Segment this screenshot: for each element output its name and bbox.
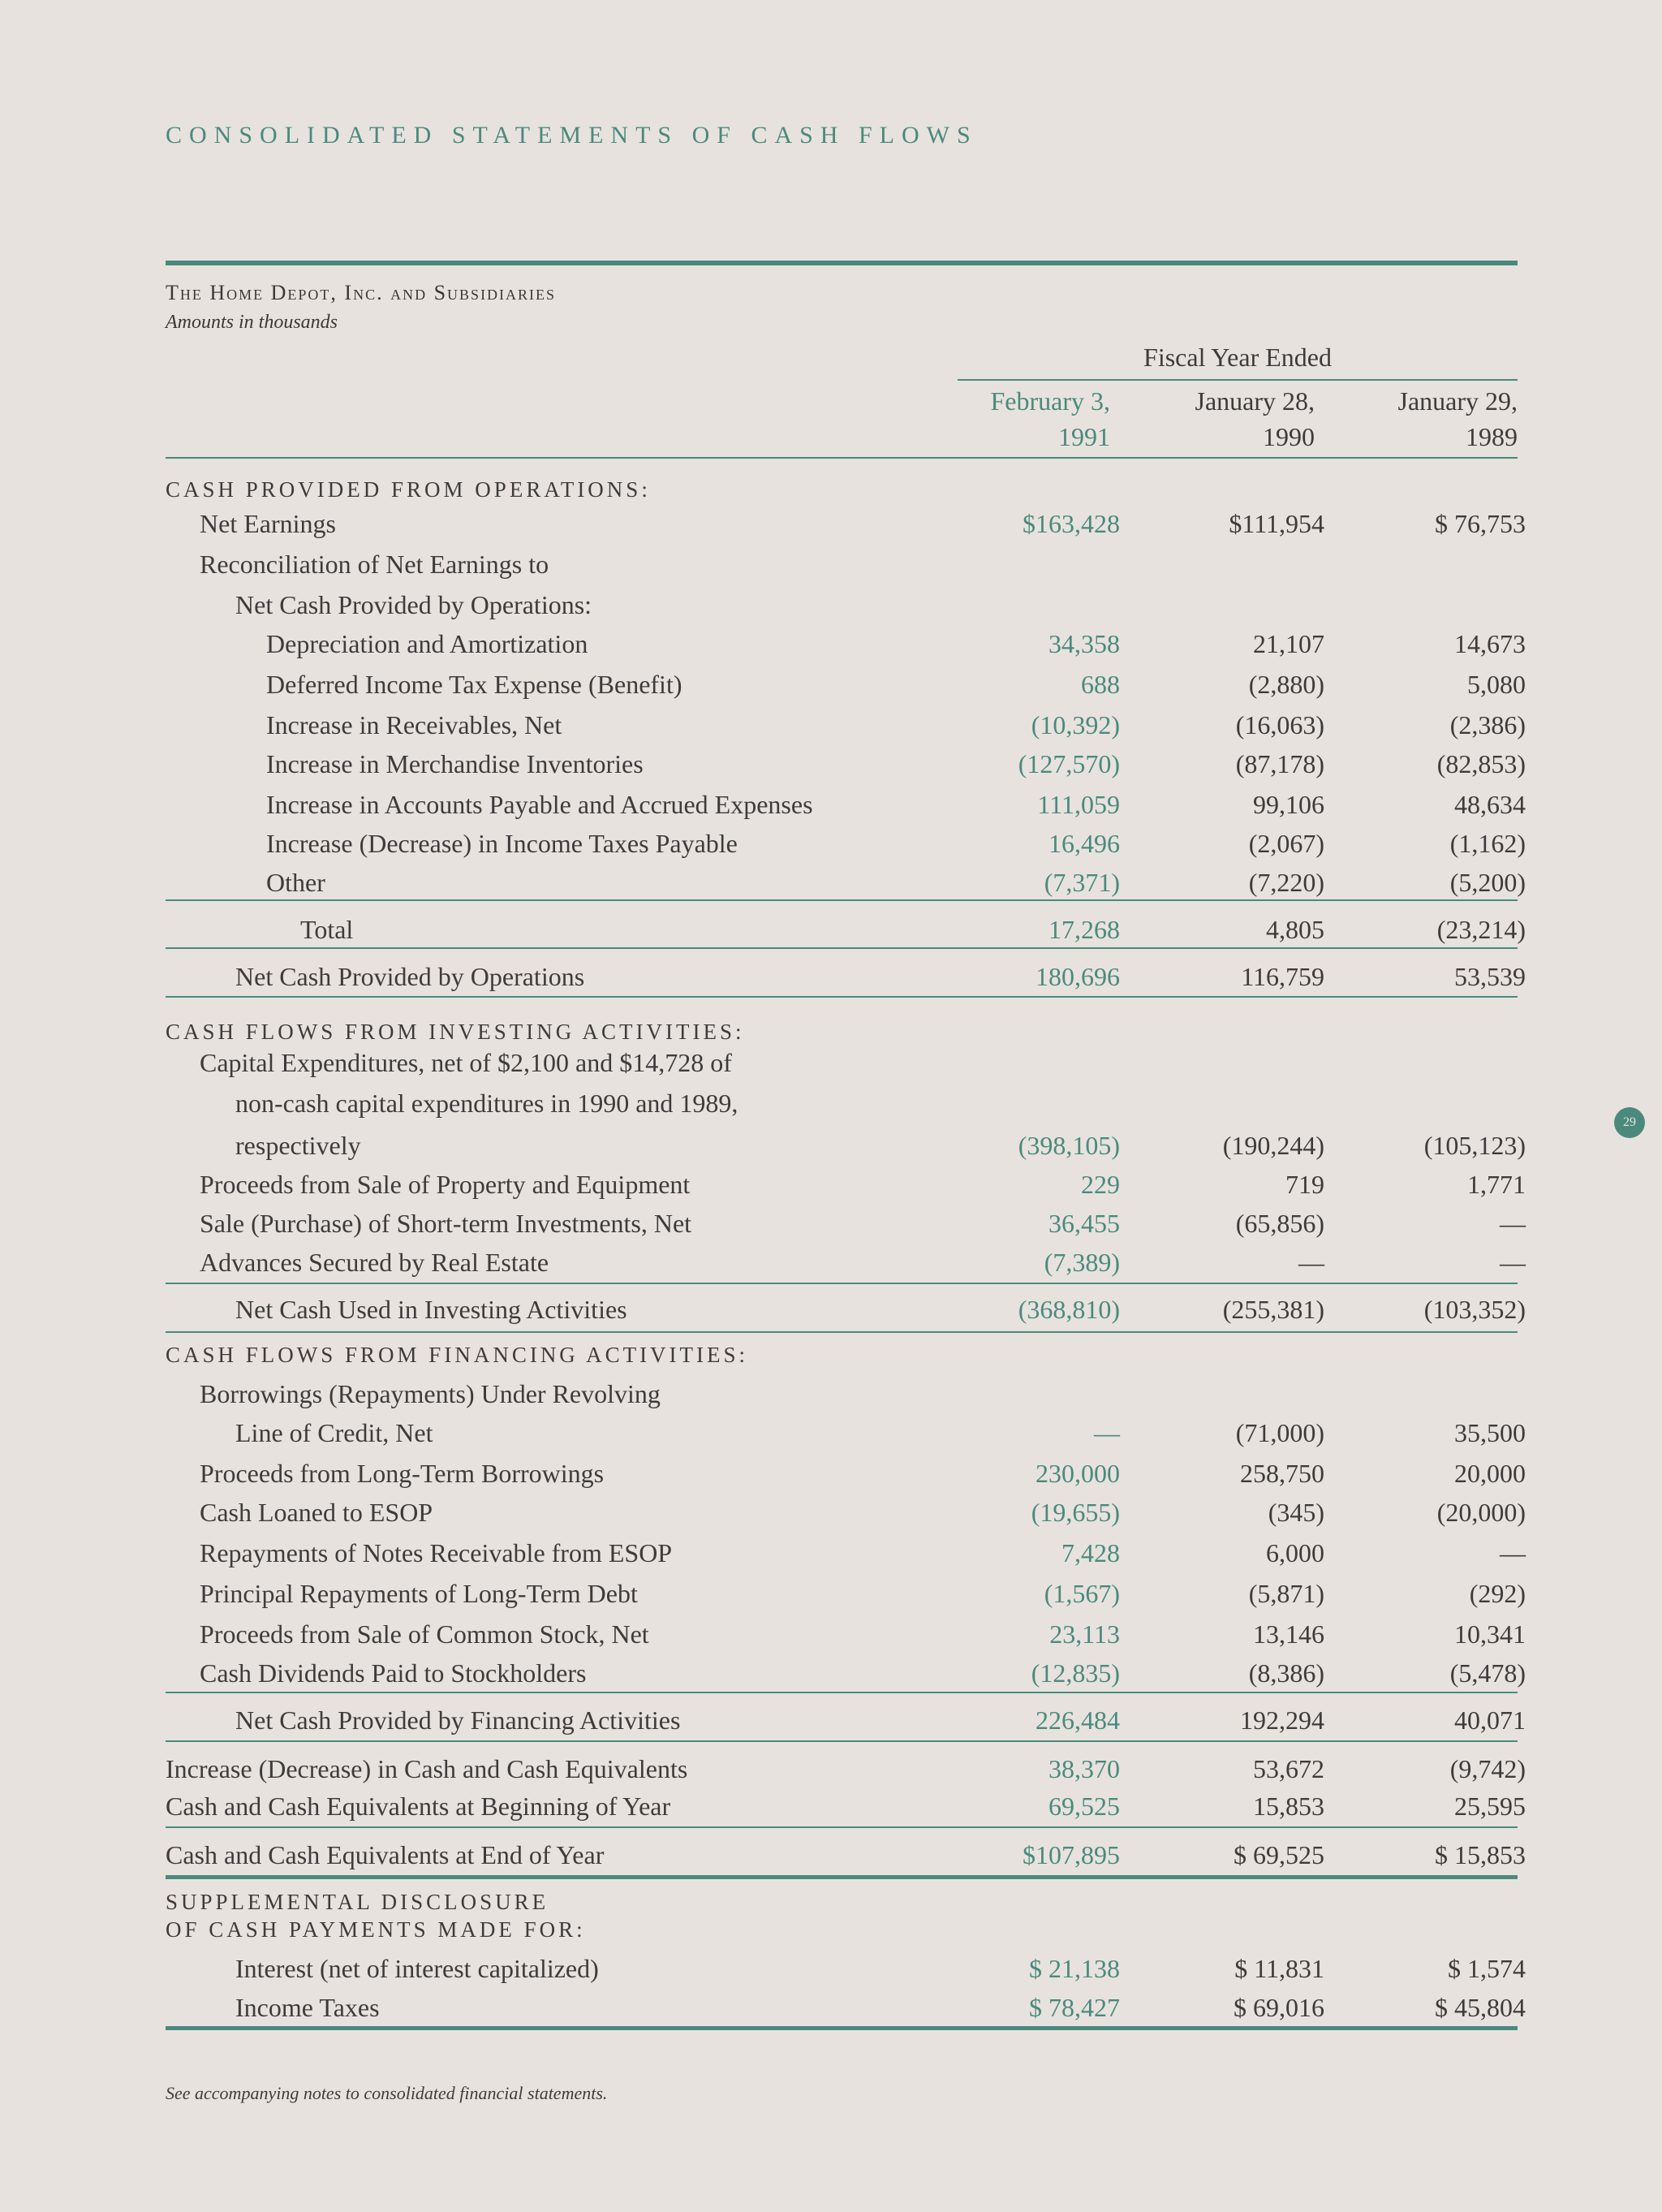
cell-value: $ 21,138	[1029, 1954, 1120, 1983]
row-label: Increase (Decrease) in Income Taxes Payable	[266, 829, 738, 858]
cell-value: 719	[1285, 1170, 1324, 1199]
row-label: CASH FLOWS FROM FINANCING ACTIVITIES:	[166, 1343, 749, 1367]
cell-value: (190,244)	[1222, 1131, 1324, 1160]
row-label: Line of Credit, Net	[235, 1418, 433, 1447]
section-heading	[0, 471, 1662, 508]
row-label: Net Cash Provided by Operations	[235, 962, 585, 991]
cell-value: (2,386)	[1449, 710, 1526, 739]
cell-value: (398,105)	[1018, 1131, 1120, 1160]
cell-value: (2,067)	[1248, 829, 1324, 858]
row-label: respectively	[235, 1131, 361, 1160]
table-row	[0, 706, 1662, 744]
table-row	[0, 825, 1662, 862]
page-title: CONSOLIDATED STATEMENTS OF CASH FLOWS	[166, 122, 978, 149]
table-rule	[166, 996, 1518, 998]
cell-value: $107,895	[1023, 1840, 1120, 1869]
cell-value: (19,655)	[1031, 1498, 1120, 1527]
section-heading	[0, 1911, 1662, 1948]
row-label: Cash Loaned to ESOP	[200, 1498, 433, 1527]
cell-value: 4,805	[1266, 915, 1324, 944]
cell-value: 258,750	[1240, 1459, 1324, 1488]
cell-value: —	[1500, 1248, 1526, 1277]
cell-value: 48,634	[1454, 790, 1526, 819]
row-label: Increase in Accounts Payable and Accrued Expenses	[266, 790, 813, 819]
cell-value: 99,106	[1253, 790, 1324, 819]
table-rule	[166, 2026, 1518, 2030]
cell-value: (7,371)	[1044, 868, 1120, 897]
cell-value: (5,200)	[1449, 868, 1526, 897]
table-row	[0, 1654, 1662, 1692]
row-label: Cash and Cash Equivalents at End of Year	[166, 1840, 605, 1869]
cell-value: 20,000	[1454, 1459, 1526, 1488]
table-row	[0, 1244, 1662, 1281]
table-row	[0, 1127, 1662, 1164]
cell-value: 192,294	[1240, 1705, 1324, 1735]
fiscal-year-rule	[958, 379, 1518, 381]
table-rule	[166, 1692, 1518, 1693]
cell-value: 15,853	[1253, 1792, 1324, 1821]
row-label: Cash and Cash Equivalents at Beginning of Year	[166, 1792, 671, 1821]
cell-value: $ 69,525	[1234, 1840, 1324, 1869]
cell-value: (5,478)	[1449, 1658, 1526, 1688]
cell-value: (12,835)	[1031, 1658, 1120, 1688]
cell-value: (1,162)	[1449, 829, 1526, 858]
table-row	[0, 1615, 1662, 1653]
cell-value: 35,500	[1454, 1418, 1526, 1447]
row-label: Net Cash Provided by Financing Activities	[235, 1705, 681, 1735]
row-label: Income Taxes	[235, 1993, 380, 2022]
row-label: Repayments of Notes Receivable from ESOP	[200, 1538, 673, 1567]
row-label: Reconciliation of Net Earnings to	[200, 550, 549, 579]
row-label: Cash Dividends Paid to Stockholders	[200, 1658, 587, 1688]
table-row	[0, 1044, 1662, 1081]
cell-value: 21,107	[1253, 629, 1324, 658]
row-label: Proceeds from Long-Term Borrowings	[200, 1459, 605, 1488]
table-row	[0, 666, 1662, 703]
table-rule	[166, 947, 1518, 949]
table-row	[0, 958, 1662, 995]
row-label: Other	[266, 868, 325, 897]
row-label: Deferred Income Tax Expense (Benefit)	[266, 670, 682, 699]
table-row	[0, 1166, 1662, 1203]
table-rule	[166, 1283, 1518, 1284]
column-header-1990: January 28, 1990	[1195, 386, 1315, 451]
table-row	[0, 625, 1662, 662]
column-header-1989: January 29, 1989	[1397, 386, 1518, 451]
cell-value: —	[1298, 1248, 1324, 1277]
cell-value: (82,853)	[1436, 749, 1526, 778]
row-label: Net Cash Provided by Operations:	[235, 590, 592, 619]
cell-value: —	[1500, 1538, 1526, 1567]
row-label: Net Earnings	[200, 509, 336, 538]
table-row	[0, 505, 1662, 542]
cell-value: (9,742)	[1449, 1754, 1526, 1783]
cell-value: (65,856)	[1235, 1209, 1324, 1238]
table-rule	[166, 1875, 1518, 1879]
table-row	[0, 1836, 1662, 1874]
row-label: OF CASH PAYMENTS MADE FOR:	[166, 1917, 586, 1942]
cell-value: (255,381)	[1222, 1295, 1324, 1324]
row-label: Principal Repayments of Long-Term Debt	[200, 1579, 638, 1608]
cell-value: (5,871)	[1248, 1579, 1324, 1608]
fiscal-year-label: Fiscal Year Ended	[1143, 343, 1332, 372]
row-label: CASH FLOWS FROM INVESTING ACTIVITIES:	[166, 1020, 745, 1044]
cell-value: 180,696	[1036, 962, 1120, 991]
cell-value: (105,123)	[1423, 1131, 1526, 1160]
table-row	[0, 1291, 1662, 1328]
cell-value: (7,389)	[1044, 1248, 1120, 1277]
cell-value: $ 76,753	[1435, 509, 1526, 538]
cell-value: $111,954	[1229, 509, 1324, 538]
cell-value: 38,370	[1048, 1754, 1120, 1783]
row-label: Increase in Merchandise Inventories	[266, 749, 644, 778]
cell-value: (20,000)	[1436, 1498, 1526, 1527]
table-rule	[166, 899, 1518, 901]
table-row	[0, 1455, 1662, 1492]
table-row	[0, 1414, 1662, 1451]
row-label: Capital Expenditures, net of $2,100 and $14,728 of	[200, 1048, 732, 1077]
cell-value: 25,595	[1454, 1792, 1526, 1821]
cell-value: 229	[1081, 1170, 1120, 1199]
units-note: Amounts in thousands	[166, 312, 338, 333]
cell-value: 14,673	[1454, 629, 1526, 658]
table-row	[0, 1534, 1662, 1572]
row-label: Total	[300, 915, 354, 944]
table-row	[0, 1750, 1662, 1787]
cell-value: 111,059	[1037, 790, 1120, 819]
table-row	[0, 1375, 1662, 1412]
table-row	[0, 1084, 1662, 1122]
cell-value: $ 1,574	[1448, 1954, 1526, 1983]
cell-value: 17,268	[1048, 915, 1120, 944]
header-rule	[166, 457, 1518, 459]
row-label: Increase (Decrease) in Cash and Cash Equivalents	[166, 1754, 688, 1783]
company-name: The Home Depot, Inc. and Subsidiaries	[166, 281, 557, 304]
cell-value: $ 15,853	[1435, 1840, 1526, 1869]
cell-value: 69,525	[1048, 1792, 1120, 1821]
cell-value: —	[1500, 1209, 1526, 1238]
cell-value: (16,063)	[1235, 710, 1324, 739]
row-label: Borrowings (Repayments) Under Revolving	[200, 1379, 661, 1408]
table-row	[0, 864, 1662, 901]
cell-value: (103,352)	[1423, 1295, 1526, 1324]
table-row	[0, 1787, 1662, 1825]
cell-value: 34,358	[1048, 629, 1120, 658]
table-row	[0, 545, 1662, 583]
cell-value: —	[1094, 1418, 1120, 1447]
cell-value: (292)	[1469, 1579, 1526, 1608]
cell-value: $ 78,427	[1029, 1993, 1120, 2022]
cell-value: (1,567)	[1044, 1579, 1120, 1608]
cell-value: 5,080	[1467, 670, 1526, 699]
cell-value: (10,392)	[1031, 710, 1120, 739]
cell-value: 40,071	[1454, 1705, 1526, 1735]
cell-value: (127,570)	[1018, 749, 1120, 778]
cell-value: 226,484	[1036, 1705, 1120, 1735]
cell-value: (23,214)	[1436, 915, 1526, 944]
table-row	[0, 1494, 1662, 1531]
row-label: Advances Secured by Real Estate	[200, 1248, 549, 1277]
cell-value: (87,178)	[1235, 749, 1324, 778]
table-rule	[166, 1331, 1518, 1333]
cell-value: 230,000	[1036, 1459, 1120, 1488]
row-label: Sale (Purchase) of Short-term Investments, Net	[200, 1209, 692, 1238]
table-row	[0, 745, 1662, 783]
row-label: Increase in Receivables, Net	[266, 710, 562, 739]
table-rule	[166, 1740, 1518, 1742]
cell-value: $163,428	[1023, 509, 1120, 538]
row-label: Proceeds from Sale of Common Stock, Net	[200, 1619, 649, 1649]
table-row	[0, 1575, 1662, 1612]
table-row	[0, 1701, 1662, 1739]
column-header-1991: February 3, 1991	[990, 386, 1110, 451]
cell-value: (345)	[1268, 1498, 1324, 1527]
row-label: non-cash capital expenditures in 1990 and 1989,	[235, 1089, 738, 1118]
cell-value: 116,759	[1241, 962, 1324, 991]
row-label: Net Cash Used in Investing Activities	[235, 1295, 627, 1324]
cell-value: 36,455	[1048, 1209, 1120, 1238]
table-row	[0, 1205, 1662, 1242]
cell-value: (8,386)	[1248, 1658, 1324, 1688]
cell-value: (7,220)	[1248, 868, 1324, 897]
cell-value: 7,428	[1061, 1538, 1120, 1567]
cell-value: 13,146	[1253, 1619, 1324, 1649]
row-label: Depreciation and Amortization	[266, 629, 588, 658]
cell-value: 53,672	[1253, 1754, 1324, 1783]
cell-value: 6,000	[1266, 1538, 1324, 1567]
cell-value: 23,113	[1049, 1619, 1120, 1649]
cell-value: $ 69,016	[1234, 1993, 1324, 2022]
cell-value: 16,496	[1048, 829, 1120, 858]
table-row	[0, 786, 1662, 823]
cell-value: 53,539	[1454, 962, 1526, 991]
row-label: Proceeds from Sale of Property and Equipment	[200, 1170, 691, 1199]
table-row	[0, 1950, 1662, 1987]
table-row	[0, 1989, 1662, 2026]
cell-value: (368,810)	[1018, 1295, 1120, 1324]
row-label: Interest (net of interest capitalized)	[235, 1954, 599, 1983]
table-rule	[166, 1826, 1518, 1828]
cell-value: 1,771	[1467, 1170, 1526, 1199]
page-number-badge: 29	[1614, 1107, 1645, 1138]
row-label: SUPPLEMENTAL DISCLOSURE	[166, 1890, 549, 1914]
cell-value: $ 11,831	[1234, 1954, 1324, 1983]
cell-value: (71,000)	[1235, 1418, 1324, 1447]
table-row	[0, 586, 1662, 623]
section-heading	[0, 1336, 1662, 1373]
cell-value: (2,880)	[1248, 670, 1324, 699]
cell-value: 688	[1081, 670, 1120, 699]
top-rule	[166, 261, 1518, 265]
footnote: See accompanying notes to consolidated financial statements.	[166, 2083, 608, 2103]
table-row	[0, 911, 1662, 948]
cell-value: 10,341	[1454, 1619, 1526, 1649]
cell-value: $ 45,804	[1435, 1993, 1526, 2022]
row-label: CASH PROVIDED FROM OPERATIONS:	[166, 477, 651, 502]
